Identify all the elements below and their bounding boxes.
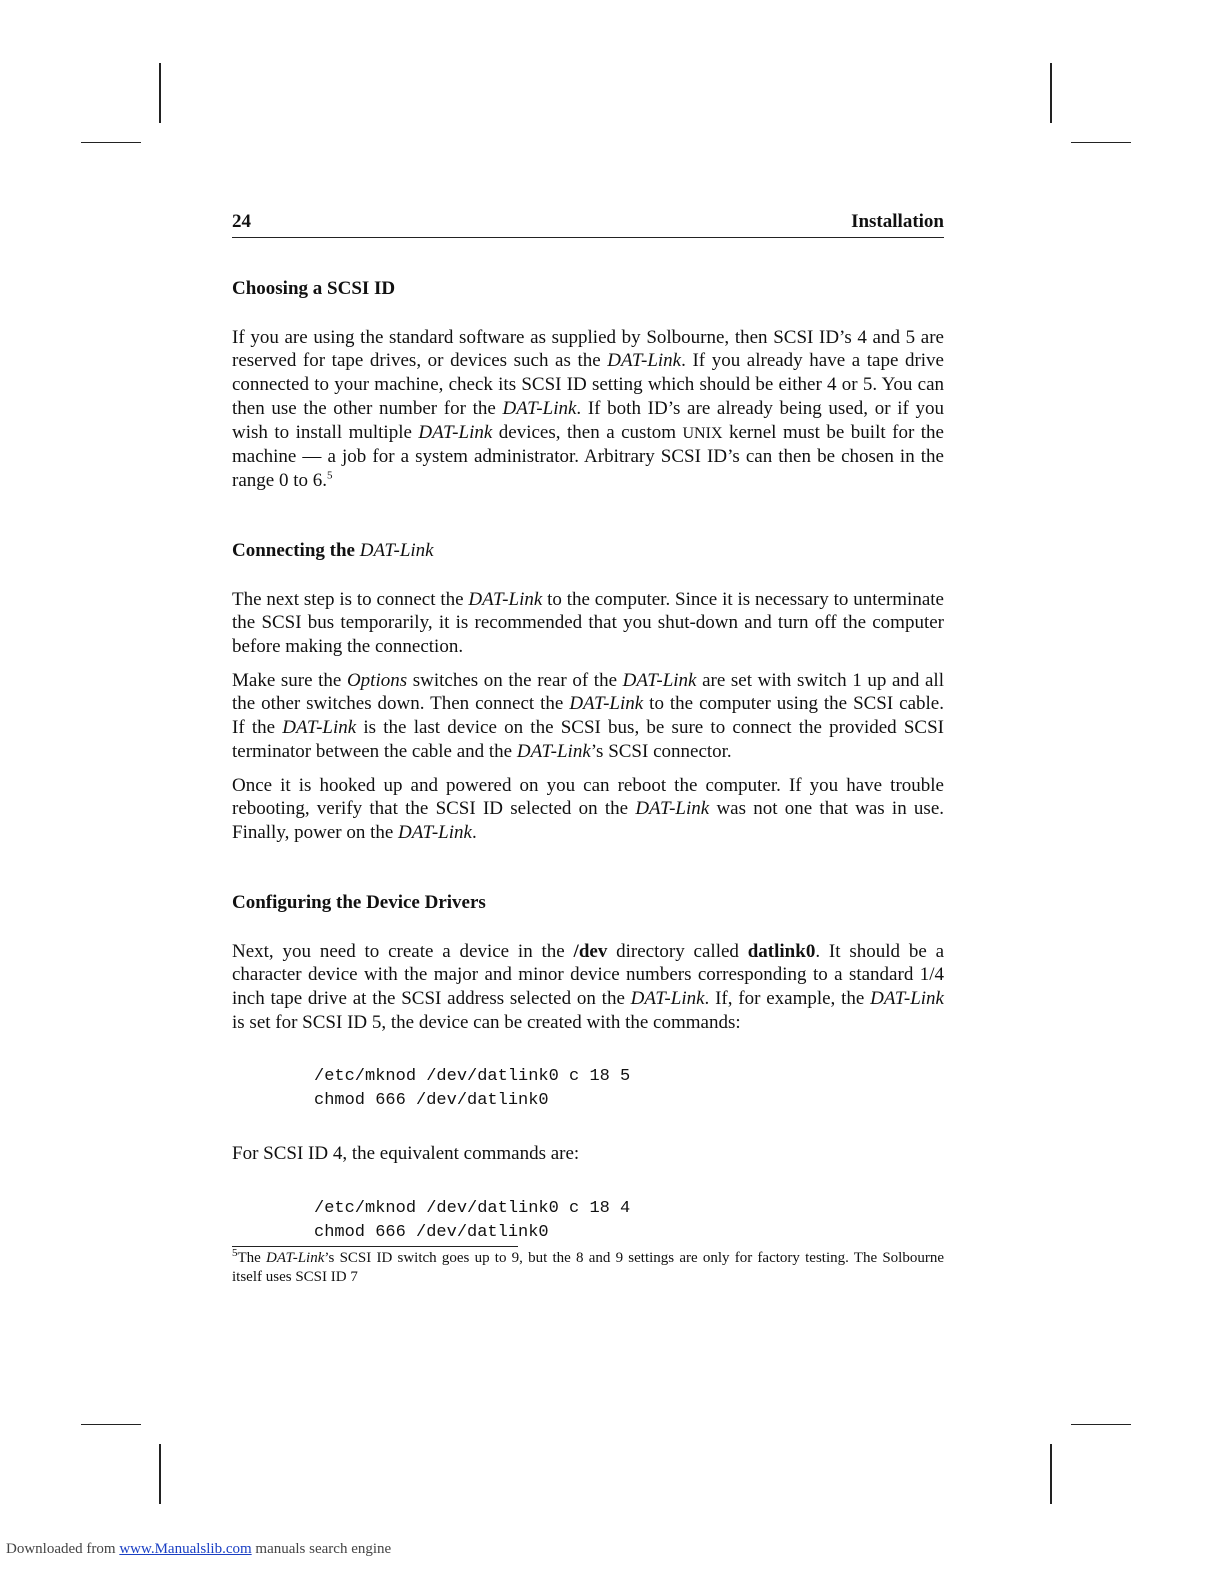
code-line: chmod 666 /dev/datlink0 [314, 1222, 549, 1242]
running-head [232, 210, 944, 238]
paragraph: Next, you need to create a device in the /dev directory called datlink0. It should be a character device with the major and minor device numbers corresponding to a standard 1/4 inch tape drive at the SCSI address selected on the DAT-Link. If, for example, the DAT-Link is set for SCSI ID 5, the device can be created with the commands: [232, 940, 945, 1033]
crop-mark [1071, 1424, 1131, 1425]
crop-mark [1050, 1444, 1052, 1504]
download-footer: Downloaded from www.Manualslib.com manuals search engine [6, 1541, 392, 1557]
section-heading: Configuring the Device Drivers [232, 891, 486, 913]
code-block [314, 1197, 944, 1244]
footnote-rule [232, 1246, 518, 1247]
chapter-title: Installation [851, 211, 944, 232]
section-heading: Connecting the DAT-Link [232, 539, 434, 561]
section-heading: Choosing a SCSI ID [232, 277, 396, 299]
crop-mark [1071, 142, 1131, 143]
paragraph: Once it is hooked up and powered on you can reboot the computer. If you have trouble rebooting, verify that the SCSI ID selected on the DAT-Link was not one that was in use. Finally, power on the DAT-Link. [232, 774, 945, 843]
paragraph: Make sure the Options switches on the rear of the DAT-Link are set with switch 1 up and all the other switches down. Then connect the DAT-Link to the computer using the SCSI cable. If the DAT-Link is the last device on the SCSI bus, be sure to connect the provided SCSI terminator between the cable and the DAT-Link’s SCSI connector. [232, 669, 944, 762]
crop-mark [159, 1444, 161, 1504]
paragraph: The next step is to connect the DAT-Link to the computer. Since it is necessary to unterminate the SCSI bus temporarily, it is recommended that you shut-down and turn off the computer before making the connection. [232, 588, 944, 658]
code-line: chmod 666 /dev/datlink0 [314, 1090, 549, 1110]
paragraph: If you are using the standard software as supplied by Solbourne, then SCSI ID’s 4 and 5 are reserved for tape drives, or devices such as the DAT-Link. If you already have a tape drive connected to your machine, check its SCSI ID setting which should be either 4 or 5. You can then use the other number for the DAT-Link. If both ID’s are already being used, or if you wish to install multiple DAT-Link devices, then a custom UNIX kernel must be built for the machine — a job for a system administrator. Arbitrary SCSI ID’s can then be chosen in the range 0 to 6.$^5$ [232, 326, 944, 491]
code-line: /etc/mknod /dev/datlink0 c 18 5 [314, 1067, 631, 1087]
manualslib-link[interactable]: www.Manualslib.com [119, 1541, 252, 1557]
crop-mark [1050, 63, 1052, 123]
crop-mark [159, 63, 161, 123]
footnote-ref: 5 [326, 469, 333, 482]
footnote: $^5$The DAT-Link’s SCSI ID switch goes up to 9, but the 8 and 9 settings are only for factory testing. The Solbourne itself uses SCSI ID 7 [232, 1247, 944, 1286]
unix-smallcaps: UNIX [682, 424, 723, 442]
page-number: 24 [232, 211, 251, 232]
code-block [314, 1065, 944, 1112]
code-line: /etc/mknod /dev/datlink0 c 18 4 [314, 1199, 631, 1219]
manual-page [232, 210, 944, 1287]
paragraph: For SCSI ID 4, the equivalent commands are: [232, 1143, 580, 1165]
crop-mark [81, 142, 141, 143]
crop-mark [81, 1424, 141, 1425]
